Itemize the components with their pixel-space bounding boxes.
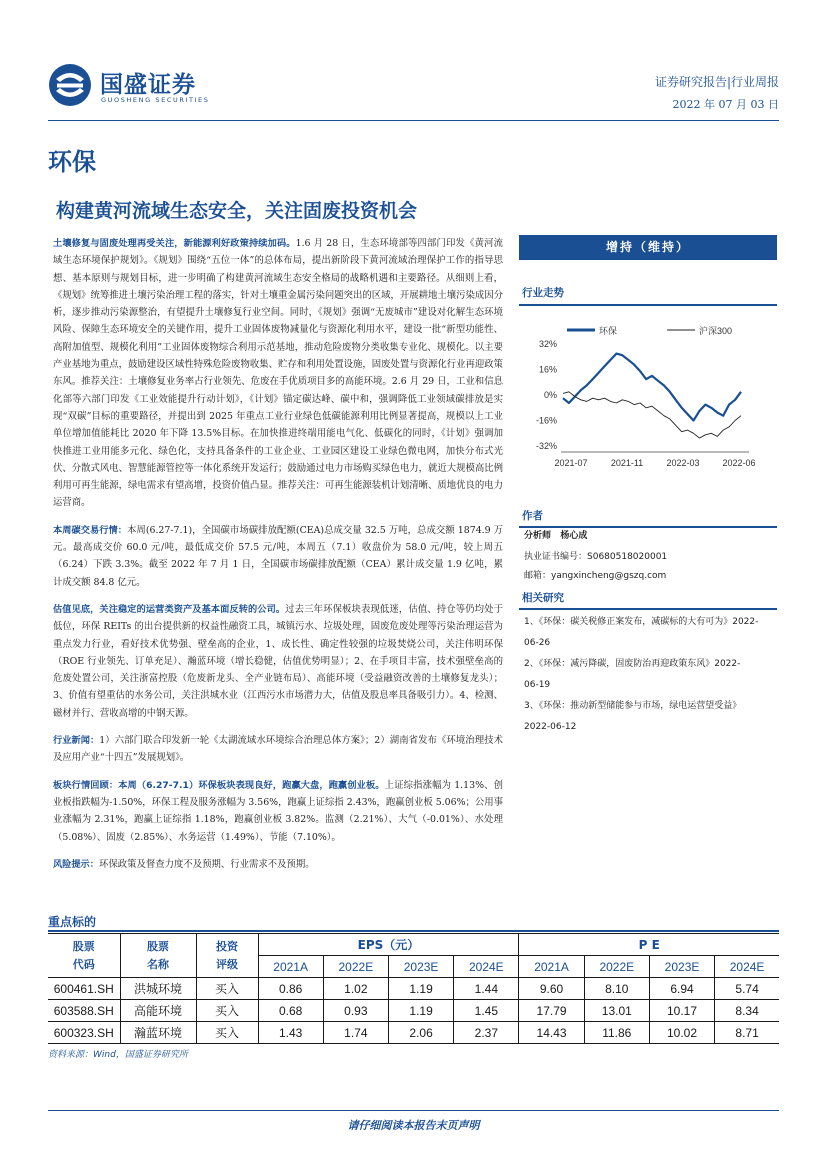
header-name: 股票名称: [120, 934, 196, 978]
paragraph-heading: 风险提示：: [53, 858, 99, 870]
related-item-title: 1、《环保：碳关税修正案发布，减碳标的大有可为》2022-: [524, 617, 759, 627]
related-item-title: 2、《环保：减污降碳，固废防治再迎政策东风》2022-: [524, 659, 741, 669]
brand-name: 国盛证券: [100, 72, 196, 98]
eps-value: 0.93: [323, 1000, 388, 1022]
author-email: 邮箱：yangxincheng@gszq.com: [524, 571, 667, 581]
series-line-env: [563, 354, 741, 421]
paragraph-text: 上证综指涨幅为 1.13%、创业板指跌幅为-1.50%，环保工程及服务涨幅为 3.56%，跑赢上证综指 2.43%，跑赢创业板 5.06%；公用事业涨幅为 2.31%，跑赢上证综指 1.18%，跑赢创业板 3.82%。监测（2.21%）、大气（-0.01%）、水处理（5.08%）、固废（2.85%）、水务运营（1.49%）、节能（7.10%）。: [53, 779, 503, 843]
table-row: [48, 1022, 779, 1044]
x-tick-label: 2022-06: [722, 458, 756, 468]
pe-value: 17.79: [519, 1000, 584, 1022]
related-item[interactable]: [524, 696, 778, 738]
paragraph-heading: 本周碳交易行情：: [53, 524, 127, 536]
y-tick-label: -16%: [535, 415, 557, 426]
author-role: 分析师: [524, 531, 552, 541]
year-cell: 2022E: [584, 956, 649, 978]
trend-title: 行业走势: [522, 287, 564, 299]
year-cell: 2021A: [519, 956, 584, 978]
header-code: 股票代码: [48, 934, 120, 978]
paragraph-heading: 板块行情回顾：本周（6.27-7.1）环保板块表现良好，跑赢大盘，跑赢创业板。: [53, 779, 385, 791]
body-paragraph: [53, 777, 503, 846]
eps-value: 0.86: [258, 978, 323, 1000]
stock-rating: 买入: [196, 1022, 258, 1044]
paragraph-heading: 行业新闻：: [53, 735, 100, 747]
author-title: 作者: [522, 510, 543, 522]
sector-label: 环保: [48, 148, 96, 176]
trend-chart: [519, 318, 777, 483]
eps-value: 1.44: [454, 978, 519, 1000]
y-tick-label: 0%: [543, 390, 557, 400]
key-stocks-table: [48, 933, 779, 1044]
stock-rating: 买入: [196, 978, 258, 1000]
table-top-rule: [48, 930, 779, 932]
report-date: 2022 年 07 月 03 日: [672, 98, 779, 111]
year-cell: 2021A: [258, 956, 323, 978]
paragraph-text: 环保政策及督查力度不及预期、行业需求不及预期。: [98, 858, 315, 870]
eps-value: 2.37: [454, 1022, 519, 1044]
footer-divider: [48, 1110, 779, 1111]
eps-value: 1.19: [388, 978, 453, 1000]
body-paragraph: [53, 732, 503, 767]
related-item-date: 2022-06-12: [524, 722, 577, 732]
footer-disclaimer: 请仔细阅读本报告末页声明: [347, 1119, 480, 1132]
eps-value: 1.43: [258, 1022, 323, 1044]
x-tick-label: 2021-07: [554, 458, 588, 468]
table-title: 重点标的: [48, 915, 97, 929]
y-tick-label: 32%: [538, 339, 557, 349]
pe-value: 6.94: [649, 978, 714, 1000]
eps-value: 0.68: [258, 1000, 323, 1022]
legend-label: 沪深300: [699, 326, 733, 336]
paragraph-text: 1）六部门联合印发新一轮《太湖流域水环境综合治理总体方案》；2）湖南省发布《环境治理技术及应用产业“十四五”发展规划》。: [53, 735, 503, 764]
table-header-row: [48, 934, 779, 956]
year-cell: 2024E: [454, 956, 519, 978]
y-tick-label: 16%: [538, 364, 557, 375]
stock-name: 高能环境: [120, 1000, 196, 1022]
brand-subtitle: GUOSHENG SECURITIES: [101, 96, 210, 104]
related-item-date: 06-26: [524, 638, 551, 648]
author-license: 执业证书编号：S0680518020001: [524, 552, 668, 562]
pe-value: 10.17: [649, 1000, 714, 1022]
body-paragraph: [53, 522, 503, 591]
related-list: [524, 612, 778, 738]
eps-value: 2.06: [388, 1022, 453, 1044]
pe-value: 13.01: [584, 1000, 649, 1022]
paragraph-text: 本周(6.27-7.1)，全国碳市场碳排放配额(CEA)总成交量 32.5 万吨，总成交额 1874.9 万元。最高成交价 60.0 元/吨，最低成交价 57.5 元/吨，本周五（7.1）收盘价为 58.0 元/吨，较上周五（6.24）下跌 3.3%。截至 2022 年 7 月 1 日，全国碳市场碳排放配额（CEA）累计成交量 1.9 亿吨，累计成交额 84.8 亿元。: [53, 524, 504, 588]
pe-value: 8.10: [584, 978, 649, 1000]
header-rating: 投资评级: [196, 934, 258, 978]
table-row: [48, 978, 779, 1000]
body-paragraph: [53, 856, 503, 873]
pe-value: 9.60: [519, 978, 584, 1000]
stock-code: 600323.SH: [48, 1022, 120, 1044]
body-column: [53, 235, 503, 883]
related-title: 相关研究: [522, 592, 564, 604]
paragraph-text: 1.6 月 28 日，生态环境部等四部门印发《黄河流域生态环境保护规划》。《规划》围绕“五位一体”的总体布局，提出新阶段下黄河流域治理保护工作的指导思想、基本原则与规划目标，进一步明确了构建黄河流域生态安全格局的战略机遇和主要路径。从细则上看，《规划》统筹推进土壤污染治理工程的落实，针对土壤重金属污染问题突出的区域，开展耕地土壤污染成因分析，逐步推动污染源整治，有望提升土壤修复行业空间。同时，《规划》强调“无废城市”建设对化解生态环境风险、保障生态环境安全的关键作用，提升工业固体废物减量化与资源化利用水平，建设一批“新型功能性、高附加值型、规模化利用”工业固体废物综合利用示范基地，推动危险废物分类收集专业化、规模化。以主要产业基地为重点，鼓励建设区域性特殊危险废物收集、贮存和利用处置设施，固废处置与资源化行业再迎政策东风。推荐关注：土壤修复业务率占行业领先、危废在手优质项目多的高能环境。2.6 月 29 日，工业和信息化部等六部门印发《工业效能提升行动计划》，《计划》锚定碳达峰、碳中和，强调降低工业领域碳排放是实现“双碳”目标的重要路径，并提出到 2025 年重点工业行业绿色低碳能源利用比例显著提高，规模以上工业单位增加值能耗比 2020 年下降 13.5%目标。在加快推进终端用能电气化、低碳化的同时，《计划》强调加快推进工业用能多元化、绿色化，支持具备条件的工业企业、工业园区建设工业绿色微电网，加快分布式光伏、分散式风电、智慧能源管控等一体化系统开发运行；鼓励通过电力市场购买绿色电力，就近大规模高比例利用可再生能源，绿电需求有望高增，投资价值凸显。推荐关注：可再生能源装机计划清晰、质地优良的电力运营商。: [53, 238, 504, 509]
stock-name: 瀚蓝环境: [120, 1022, 196, 1044]
table-row: [48, 1000, 779, 1022]
year-cell: 2023E: [649, 956, 714, 978]
rating-badge: 增持（维持）: [519, 235, 777, 260]
related-item-title: 3、《环保：推动新型储能参与市场，绿电运营望受益》: [524, 701, 742, 711]
pe-value: 8.71: [715, 1022, 779, 1044]
author-line: [524, 528, 587, 545]
paragraph-heading: 土壤修复与固废处理再受关注，新能源利好政策持续加码。: [53, 238, 296, 249]
x-tick-label: 2021-11: [610, 458, 644, 468]
header-eps: EPS（元）: [258, 934, 519, 956]
year-cell: 2023E: [388, 956, 453, 978]
pe-value: 14.43: [519, 1022, 584, 1044]
stock-code: 603588.SH: [48, 1000, 120, 1022]
eps-value: 1.19: [388, 1000, 453, 1022]
author-name: 杨心成: [560, 531, 588, 541]
paragraph-text: 过去三年环保板块表现低迷，估值、持仓等仍均处于低位，环保 REITs 的出台提供新的权益性融资工具，城镇污水、垃圾处理，固废危废处理等污染治理运营为重点发力行业，看好技术优势强、壁垒高的企业，1、成长性、确定性较强的垃圾焚烧公司，关注伟明环保（ROE 行业领先、订单充足）、瀚蓝环境（增长稳健，估值优势明显）；2、在手项目丰富，技术强壁垒高的危废处置公司，关注浙富控股（危废新龙头、全产业链布局）、高能环境（受益融资改善的土壤修复龙头）；3、价值有望重估的水务公司，关注洪城水业（江西污水市场潜力大，估值及股息率具备吸引力）。4、检测、磁材并行、营收高增的中钢天源。: [53, 603, 503, 719]
report-title: 构建黄河流域生态安全，关注固废投资机会: [56, 200, 418, 222]
y-tick-label: -32%: [535, 441, 557, 451]
eps-value: 1.74: [323, 1022, 388, 1044]
related-item[interactable]: [524, 612, 778, 654]
pe-value: 11.86: [584, 1022, 649, 1044]
pe-value: 8.34: [715, 1000, 779, 1022]
paragraph-heading: 估值见底，关注稳定的运营类资产及基本面反转的公司。: [53, 603, 286, 615]
eps-value: 1.45: [454, 1000, 519, 1022]
logo: [48, 63, 92, 107]
report-type: 证券研究报告|行业周报: [654, 75, 779, 89]
year-cell: 2022E: [323, 956, 388, 978]
logo-icon: [48, 63, 92, 107]
year-cell: 2024E: [715, 956, 779, 978]
legend-label: 环保: [599, 326, 618, 336]
series-line-hs300: [563, 392, 741, 438]
pe-value: 5.74: [715, 978, 779, 1000]
stock-name: 洪城环境: [120, 978, 196, 1000]
related-item-date: 06-19: [524, 680, 551, 690]
related-divider: [519, 608, 777, 610]
pe-value: 10.02: [649, 1022, 714, 1044]
stock-rating: 买入: [196, 1000, 258, 1022]
header-divider: [48, 120, 779, 121]
body-paragraph: [53, 601, 503, 722]
header-pe: P E: [519, 934, 779, 956]
body-paragraph: [53, 235, 503, 512]
related-item[interactable]: [524, 654, 778, 696]
table-source: 资料来源：Wind，国盛证券研究所: [48, 1050, 188, 1060]
stock-code: 600461.SH: [48, 978, 120, 1000]
x-tick-label: 2022-03: [666, 458, 700, 468]
eps-value: 1.02: [323, 978, 388, 1000]
trend-divider: [519, 304, 777, 306]
